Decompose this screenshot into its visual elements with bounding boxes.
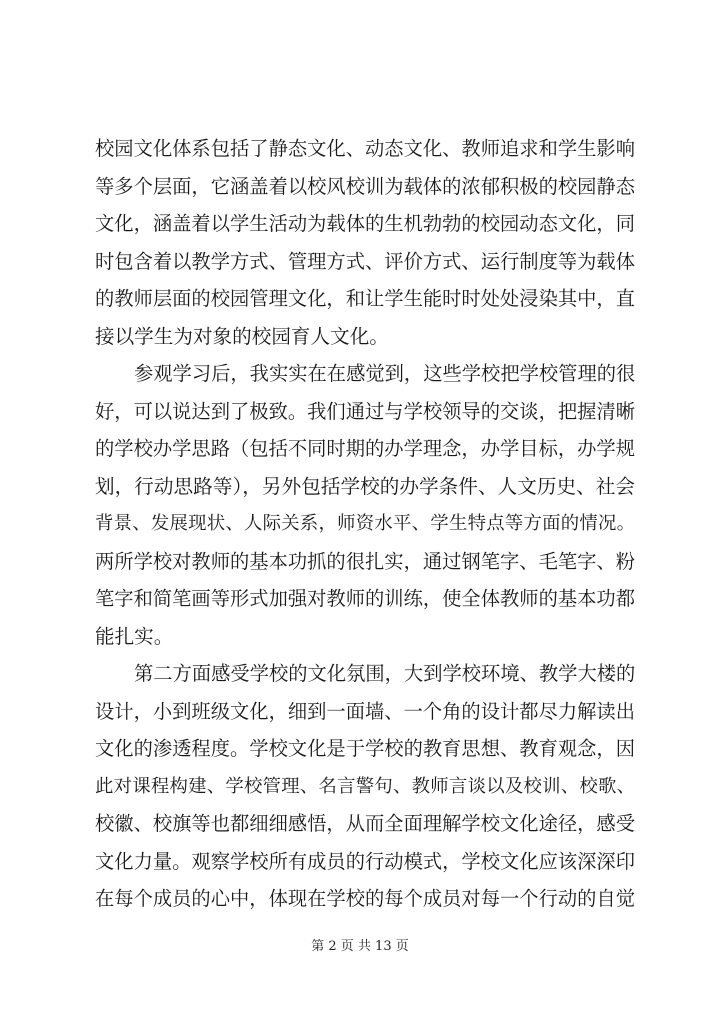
text-line: 笔字和简笔画等形式加强对教师的训练，使全体教师的基本功都 — [95, 587, 635, 610]
text-line: 文化力量。观察学校所有成员的行动模式，学校文化应该深深印 — [95, 849, 635, 873]
text-line: 两所学校对教师的基本功抓的很扎实，通过钢笔字、毛笔字、粉 — [95, 549, 635, 573]
text-line: 时包含着以教学方式、管理方式、评价方式、运行制度等为载体 — [95, 249, 635, 273]
page-footer: 第 2 页 共 13 页 — [311, 939, 409, 954]
text-line: 第二方面感受学校的文化氛围，大到学校环境、教学大楼的 — [134, 662, 636, 685]
text-line: 校徽、校旗等也都细细感悟，从而全面理解学校文化途径，感受 — [95, 812, 635, 835]
text-line: 此对课程构建、学校管理、名言警句、教师言谈以及校训、校歌、 — [95, 775, 635, 797]
text-line: 等多个层面，它涵盖着以校风校训为载体的浓郁积极的校园静态 — [95, 174, 635, 198]
text-line: 背景、发展现状、人际关系，师资水平、学生特点等方面的情况。 — [95, 513, 635, 534]
text-line: 参观学习后，我实实在在感觉到，这些学校把学校管理的很 — [134, 362, 636, 385]
text-line: 文化的渗透程度。学校文化是于学校的教育思想、教育观念，因 — [95, 737, 635, 760]
text-line: 文化，涵盖着以学生活动为载体的生机勃勃的校园动态文化，同 — [95, 212, 635, 235]
text-line: 划，行动思路等），另外包括学校的办学条件、人文历史、社会 — [95, 474, 635, 498]
text-line: 好，可以说达到了极致。我们通过与学校领导的交谈，把握清晰 — [95, 399, 635, 423]
text-line: 在每个成员的心中，体现在学校的每个成员对每一个行动的自觉 — [95, 887, 635, 910]
text-line: 校园文化体系包括了静态文化、动态文化、教师追求和学生影响 — [95, 137, 635, 160]
text-line: 设计，小到班级文化，细到一面墙、一个角的设计都尽力解读出 — [95, 699, 635, 723]
text-line: 的学校办学思路（包括不同时期的办学理念，办学目标，办学规 — [95, 437, 635, 460]
text-line: 接以学生为对象的校园育人文化。 — [95, 324, 389, 348]
text-line: 的教师层面的校园管理文化，和让学生能时时处处浸染其中，直 — [95, 287, 635, 310]
text-line: 能扎实。 — [95, 624, 174, 648]
